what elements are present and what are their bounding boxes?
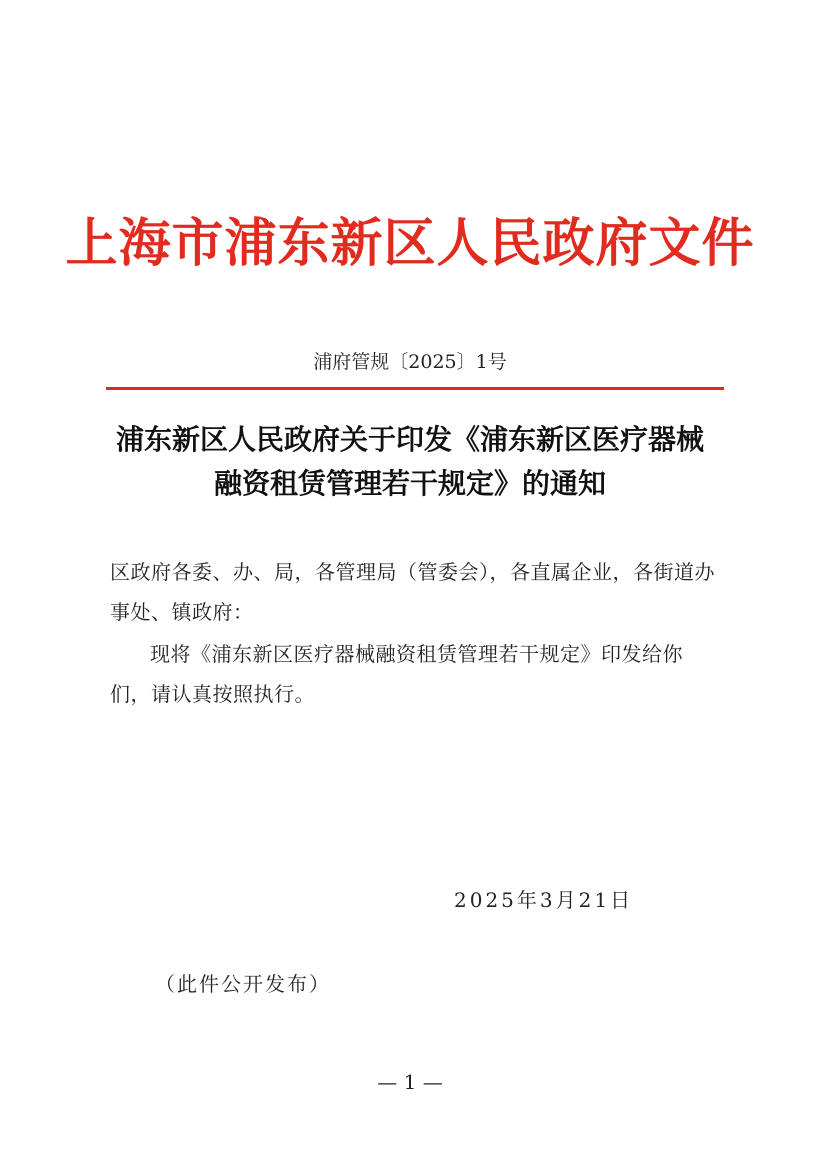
notice-title xyxy=(60,418,760,506)
notice-title-line-1: 浦东新区人民政府关于印发《浦东新区医疗器械 xyxy=(115,423,704,456)
page-number: — 1 — xyxy=(377,1070,443,1094)
issue-date: 2025年3月21日 xyxy=(454,888,634,912)
issuer-header: 上海市浦东新区人民政府文件 xyxy=(65,213,755,274)
notice-title-line-2: 融资租赁管理若干规定》的通知 xyxy=(213,467,606,500)
red-divider-line xyxy=(106,387,724,390)
body-paragraph: 现将《浦东新区医疗器械融资租赁管理若干规定》印发给你们，请认真按照执行。 xyxy=(110,642,683,706)
document-number: 浦府管规〔2025〕1号 xyxy=(313,351,507,373)
addressee: 区政府各委、办、局，各管理局（管委会），各直属企业，各街道办事处、镇政府： xyxy=(110,560,715,624)
disclosure-note: （此件公开发布） xyxy=(155,972,331,996)
